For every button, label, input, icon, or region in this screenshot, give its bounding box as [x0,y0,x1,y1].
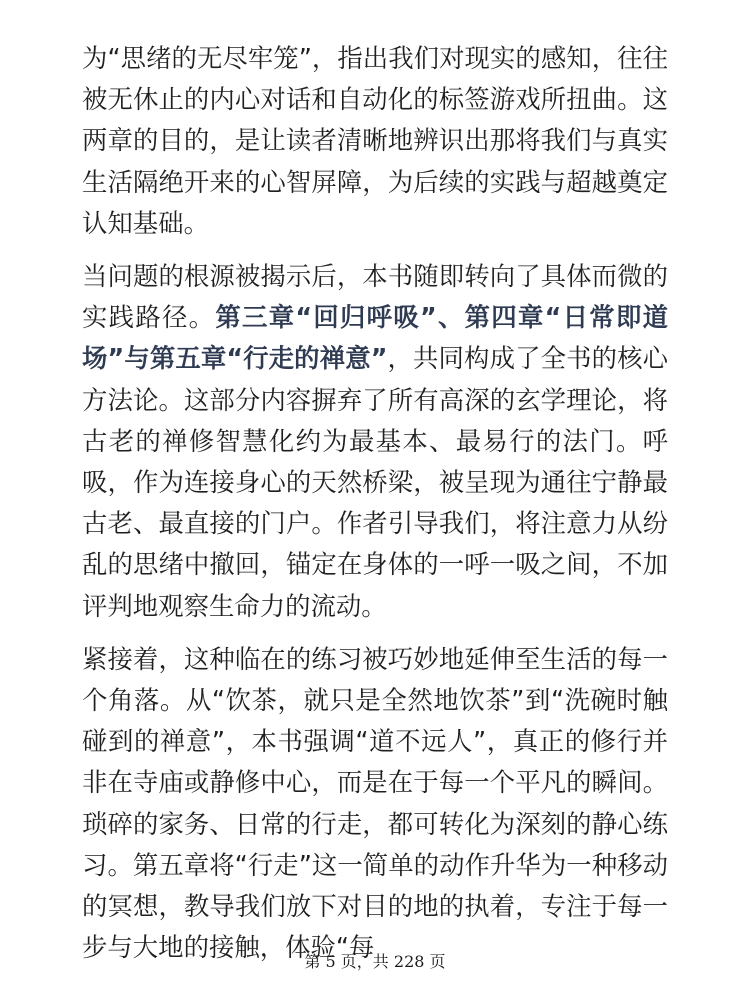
paragraph-3 [82,639,668,969]
paragraph-2 [82,256,668,627]
paragraph-1 [82,38,668,244]
paragraph-1-text: 为“思绪的无尽牢笼”，指出我们对现实的感知，往往被无休止的内心对话和自动化的标签游戏所扭曲。这两章的目的，是让读者清晰地辨识出那将我们与真实生活隔绝开来的心智屏障，为后续的实践与超越奠定认知基础。 [82,43,668,238]
paragraph-2-text-lead: 当问题的根源被揭示后，本书随即转向了具体而微的实践路径。 [82,261,668,333]
paragraph-3-text: 紧接着，这种临在的练习被巧妙地延伸至生活的每一个角落。从“饮茶，就只是全然地饮茶”到“洗碗时触碰到的禅意”，本书强调“道不远人”，真正的修行并非在寺庙或静修中心，而是在于每一个平凡的瞬间。琐碎的家务、日常的行走，都可转化为深刻的静心练习。第五章将“行走”这一简单的动作升华为一种移动的冥想，教导我们放下对目的地的执着，专注于每一步与大地的接触，体验“每 [82,643,668,963]
paragraph-2-text-rest: ，共同构成了全书的核心方法论。这部分内容摒弃了所有高深的玄学理论，将古老的禅修智慧化约为最基本、最易行的法门。呼吸，作为连接身心的天然桥梁，被呈现为通往宁静最古老、最直接的门户。作者引导我们，将注意力从纷乱的思绪中撤回，锚定在身体的一呼一吸之间，不加评判地观察生命力的流动。 [82,343,669,621]
chapter-titles-highlight: 第三章“回归呼吸”、第四章“日常即道场”与第五章“行走的禅意” [82,302,669,374]
page-number-footer: 第 5 页，共 228 页 [304,952,446,971]
body-text [82,38,668,980]
